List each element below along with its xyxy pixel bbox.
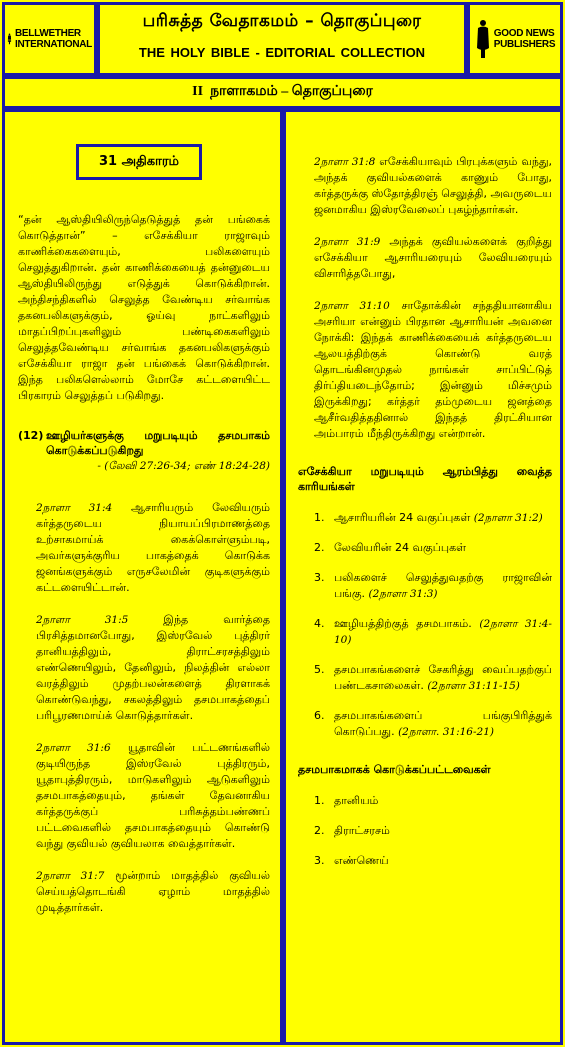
book-number: II [192, 84, 204, 99]
header-title-tamil: பரிசுத்த வேதாகமம் – தொகுப்புரை [142, 11, 422, 31]
section-reference: - (லேவி 27:26-34; எண் 18:24-28) [97, 460, 270, 472]
verse-text: மூன்றாம் மாதத்தில் குவியல் செய்யத்தொடங்கி ஏழாம் மாதத்தில் முடித்தார்கள். [36, 869, 270, 914]
list-heading-tithe-items: தசமபாகமாகக் கொடுக்கப்பட்டவைகள் [298, 763, 491, 776]
verse-reference: 2நாளா 31:9 [314, 236, 381, 248]
list-item: 2. லேவியரின் 24 வகுப்புகள் [314, 541, 467, 554]
header-title-english: THE HOLY BIBLE - EDITORIAL COLLECTION [138, 45, 426, 60]
list-item: 3. பலிகளைச் செலுத்துவதற்கு ராஜாவின் பங்கு. (2நாளா 31:3) [314, 571, 552, 600]
list-item: 2. திராட்சரசம் [314, 824, 390, 837]
tithe-items-list [298, 793, 552, 869]
verse-text: எசேக்கியாவும் பிரபுக்களும் வந்து, அந்தக் குவியல்களைக் காணும் போது, கர்த்தருக்கு ஸ்தோத்திரஞ் செலுத்தி, அவருடைய ஜனமாகிய இஸ்ரவேலைப் புகழ்ந்தார்கள். [314, 155, 552, 216]
chapter-intro: “தன் ஆஸ்தியிலிருந்தெடுத்துத் தன் பங்கைக் கொடுத்தான்” – எசேக்கியா ராஜாவும் காணிக்கைகளையும், பலிகளையும் செலுத்துகிறான். தன் காணிக்கையைத் தன்னுடைய ஆஸ்தியிலிருந்து எடுத்துக் கொடுக்கிறான். அந்திசந்திகளில் செலுத்த வேண்டிய சர்வாங்க தகனபலிகளுக்கும், ஓய்வு நாட்களிலும் மாதப்பிறப்புகளிலும் பண்டிகைகளிலும் செலுத்தவேண்டிய சர்வாங்க தகனபலிகளுக்கும் எசேக்கியா ராஜா தன் பங்கைக் கொடுக்கிறான். இந்த பலிகளெல்லாம் மோசே கட்டளையிட்ட பிரகாரம் செலுத்தப் படுகிறது. [18, 213, 270, 402]
verse-paragraph [36, 612, 270, 724]
left-logo [2, 2, 97, 76]
list-item: 4. ஊழியத்திற்குத் தசமபாகம். (2நாளா 31:4-10) [314, 617, 552, 646]
section-number: (12) [18, 429, 44, 442]
verse-text: இந்த வார்த்தை பிரசித்தமானபோது, இஸ்ரவேல் புத்திரர் தானியத்திலும், திராட்சரசத்திலும் எண்ணெயிலும், தேனிலும், நிலத்தின் எல்லா வரத்திலும் முதற்பலன்களைத் திரளாகக் கொண்டுவந்து, சகலத்திலும் தசமபாகத்தைப் பரிபூரணமாய்க் கொடுத்தார்கள். [36, 613, 270, 722]
verse-paragraph [36, 500, 270, 596]
book-title: நாளாகமம் – தொகுப்புரை [210, 84, 373, 99]
verse-text: யூதாவின் பட்டணங்களில் குடியிருந்த இஸ்ரவேல் புத்திரரும், யூதாபுத்திரரும், மாடுகளிலும் ஆடுகளிலும் தசமபாகத்தையும், தங்கள் தேவனாகிய கர்த்தருக்குப் பரிசுத்தம்பண்ணப் பட்டவைகளில் தசமபாகத்தையும் கொண்டு வந்து குவியல் குவியலாக வைத்தார்கள். [36, 741, 270, 850]
verse-reference: 2நாளா 31:4 [36, 502, 113, 514]
restored-works-list [298, 510, 552, 740]
list-item: 3. எண்ணெய் [314, 854, 389, 867]
left-column [2, 109, 283, 1045]
left-logo-line-2: INTERNATIONAL [14, 39, 92, 50]
section-title: ஊழியர்களுக்கு மறுபடியும் தசமபாகம் கொடுக்கப்படுகிறது [46, 429, 270, 457]
verse-paragraph [36, 868, 270, 916]
list-item: 5. தசமபாகங்களைச் சேகரித்து வைப்பதற்குப் பண்டகசாலைகள். (2நாளா 31:11-15) [314, 663, 552, 692]
right-logo [467, 2, 563, 76]
verse-reference: 2நாளா 31:8 [314, 156, 376, 168]
list-item: 1. ஆசாரியரின் 24 வகுப்புகள் (2நாளா 31:2) [314, 511, 543, 524]
header-title-box [97, 2, 467, 76]
bell-icon [475, 19, 491, 59]
list-item: 1. தானியம் [314, 794, 379, 807]
chapter-heading: 31 அதிகாரம் [76, 144, 202, 180]
list-heading-restored-works: எசேக்கியா மறுபடியும் ஆரம்பித்து வைத்த காரியங்கள் [298, 465, 552, 493]
verse-text: சாதோக்கின் சந்ததியானாகிய அசரியா என்னும் பிரதான ஆசாரியன் அவனை நோக்கி: இந்தக் காணிக்கையைக் கர்த்தருடைய ஆலயத்திற்குக் கொண்டு வரத் தொடங்கினமுதல் நாங்கள் சாப்பிட்டுத் திர்ப்தியடைந்தோம்; இன்னும் மிச்சமும் இருக்கிறது; கர்த்தர் தம்முடைய ஜனத்தை ஆசீர்வதித்ததினால் இந்தத் திரட்சியான அம்பாரம் மீந்திருக்கிறது என்றான். [314, 299, 552, 440]
verse-reference: 2நாளா 31:7 [36, 870, 105, 882]
list-item: 6. தசமபாகங்களைப் பங்குபிரித்துக் கொடுப்பது. (2நாளா. 31:16-21) [314, 709, 552, 738]
book-title-bar [2, 76, 563, 109]
left-logo-line-1: BELLWETHER [14, 28, 81, 39]
right-logo-line-2: PUBLISHERS [493, 39, 556, 50]
verse-paragraph [314, 298, 552, 442]
bell-icon [7, 18, 12, 60]
verse-reference: 2நாளா 31:10 [314, 300, 390, 312]
verse-paragraph [314, 154, 552, 218]
right-logo-line-1: GOOD NEWS [493, 28, 555, 39]
verse-reference: 2நாளா 31:5 [36, 614, 129, 626]
right-column [283, 109, 563, 1045]
section-heading [18, 428, 270, 474]
verse-text: அந்தக் குவியல்களைக் குறித்து எசேக்கியா ஆசாரியரையும் லேவியரையும் விசாரித்தபோது, [314, 235, 552, 280]
verse-paragraph [314, 234, 552, 282]
verse-paragraph [36, 740, 270, 852]
verse-text: ஆசாரியரும் லேவியரும் கர்த்தருடைய நியாயப்பிரமாணத்தை உற்சாகமாய்க் கைக்கொள்ளும்படி, அவர்களுக்குரிய பாகத்தைக் கொடுக்க ஜனங்களுக்கும் எருசலேமின் குடிகளுக்கும் கட்டளையிட்டான். [36, 501, 271, 594]
verse-reference: 2நாளா 31:6 [36, 742, 111, 754]
